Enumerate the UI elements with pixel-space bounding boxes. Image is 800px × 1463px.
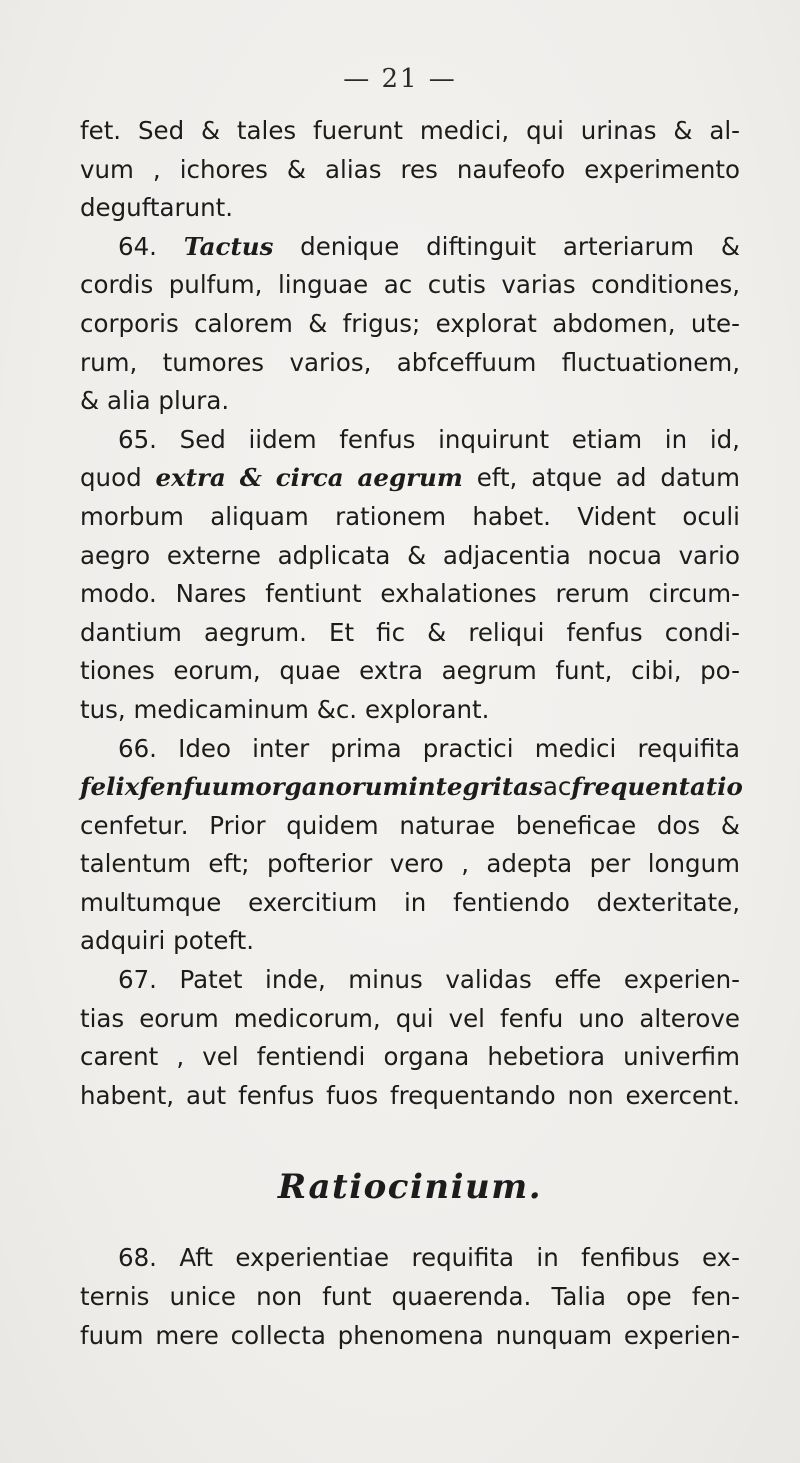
text-line: carent , vel fentiendi organa hebetiora univerfim [80, 1042, 740, 1072]
text-line: quod extra & circa aegrum eft, atque ad datum [80, 463, 740, 493]
text-line: vum , ichores & alias res naufeofo experimento [80, 154, 740, 184]
text-line: fuum mere collecta phenomena nunquam experien- [80, 1320, 740, 1350]
text-line: tias eorum medicorum, qui vel fenfu uno alterove [80, 1003, 740, 1033]
text-line: aegro externe adplicata & adjacentia nocua vario [80, 540, 740, 570]
running-header: — 21 — [343, 64, 457, 94]
text-line: habent, aut fenfus fuos frequentando non exercent. [80, 1080, 740, 1110]
text-line: tiones eorum, quae extra aegrum funt, cibi, po- [80, 656, 740, 686]
text-line: 64. Tactus denique diftinguit arteriarum & [118, 231, 740, 261]
text-line: adquiri poteft. [80, 926, 254, 956]
text-line: talentum eft; pofterior vero , adepta per longum [80, 849, 740, 879]
text-line: fet. Sed & tales fuerunt medici, qui urinas & al- [80, 116, 740, 145]
text-line: ternis unice non funt quaerenda. Talia ope fen- [80, 1282, 740, 1312]
body-text [80, 112, 743, 1355]
text-line: rum, tumores varios, abfceffuum fluctuationem, [80, 347, 740, 377]
text-line: 66. Ideo inter prima practici medici requifita [118, 733, 740, 763]
text-line: 65. Sed iidem fenfus inquirunt etiam in id, [118, 424, 740, 454]
section-heading: Ratiocinium. [277, 1167, 543, 1208]
text-line: cordis pulfum, linguae ac cutis varias conditiones, [80, 270, 740, 300]
text-line: morbum aliquam rationem habet. Vident oculi [80, 501, 740, 531]
text-line: deguftarunt. [80, 193, 234, 223]
text-line: 68. Aft experientiae requifita in fenfibus ex- [118, 1243, 740, 1273]
text-line: 67. Patet inde, minus validas effe experien- [118, 965, 740, 995]
text-line: multumque exercitium in fentiendo dexteritate, [80, 887, 740, 917]
text-line: cenfetur. Prior quidem naturae beneficae dos & [80, 810, 740, 840]
text-line: dantium aegrum. Et fic & reliqui fenfus condi- [80, 617, 740, 647]
text-line: tus, medicaminum &c. explorant. [80, 694, 490, 724]
text-line: corporis calorem & frigus; explorat abdomen, ute- [80, 308, 740, 338]
text-line: & alia plura. [80, 386, 230, 416]
text-line: felix fenfuum organorum integritas ac frequentatio [80, 772, 743, 802]
text-line: modo. Nares fentiunt exhalationes rerum circum- [80, 579, 740, 609]
